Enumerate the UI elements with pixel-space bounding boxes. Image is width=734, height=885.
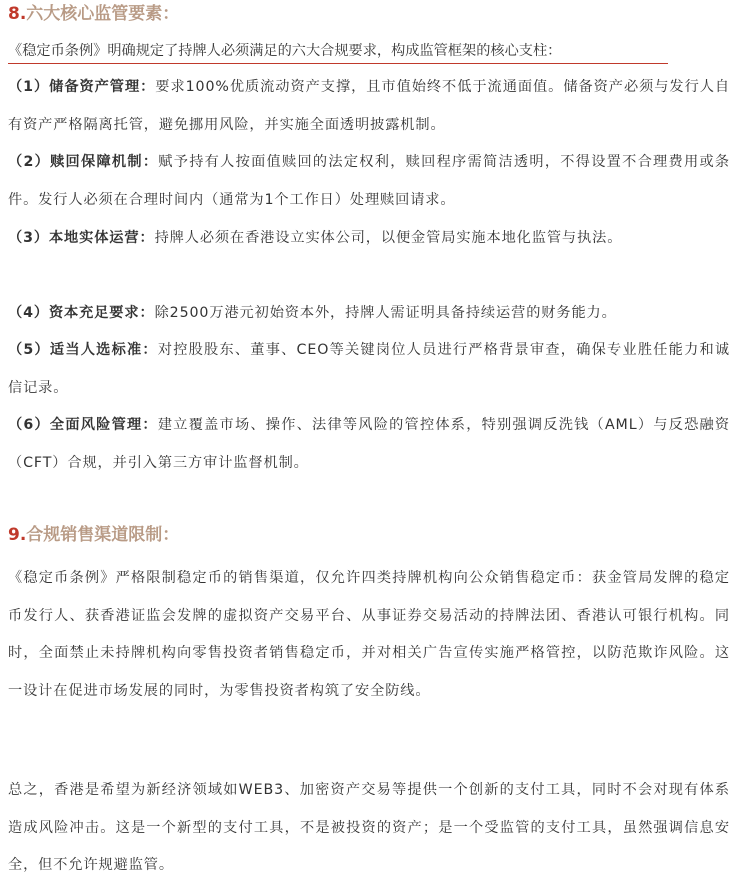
requirement-text: 赋予持有人按面值赎回的法定权利，赎回程序需简洁透明，不得设置不合理费用或条件。发行人必须在合理时间内（通常为1个工作日）处理赎回请求。: [8, 154, 730, 208]
conclusion-paragraph: 总之，香港是希望为新经济领域如WEB3、加密资产交易等提供一个创新的支付工具，同时不会对现有体系造成风险冲击。这是一个新型的支付工具，不是被投资的资产；是一个受监管的支付工具，虽然强调信息安全，但不允许规避监管。: [8, 782, 730, 873]
requirement-item-1: [8, 69, 730, 144]
section-9-heading: [8, 523, 179, 547]
requirement-item-4: [8, 295, 730, 333]
section-8-title: 六大核心监管要素：: [26, 4, 180, 24]
section-9-title: 合规销售渠道限制：: [26, 525, 180, 545]
requirement-item-5: [8, 332, 730, 407]
requirement-text: 要求100%优质流动资产支撑，且市值始终不低于流通面值。储备资产必须与发行人自有资产严格隔离托管，避免挪用风险，并实施全面透明披露机制。: [8, 79, 730, 133]
requirement-label: （2）赎回保障机制：: [8, 154, 159, 170]
requirement-label: （4）资本充足要求：: [8, 305, 155, 321]
requirement-label: （1）储备资产管理：: [8, 79, 156, 95]
section-8-intro: 《稳定币条例》明确规定了持牌人必须满足的六大合规要求，构成监管框架的核心支柱：: [8, 43, 562, 59]
requirement-item-2: [8, 144, 730, 219]
requirement-label: （6）全面风险管理：: [8, 417, 158, 433]
section-9-paragraph: 《稳定币条例》严格限制稳定币的销售渠道，仅允许四类持牌机构向公众销售稳定币：获金管局发牌的稳定币发行人、获香港证监会发牌的虚拟资产交易平台、从事证券交易活动的持牌法团、香港认可银行机构。同时，全面禁止未持牌机构向零售投资者销售稳定币，并对相关广告宣传实施严格管控，以防范欺诈风险。这一设计在促进市场发展的同时，为零售投资者构筑了安全防线。: [8, 570, 730, 699]
requirement-item-3: [8, 220, 730, 258]
requirement-text: 对控股股东、董事、CEO等关键岗位人员进行严格背景审查，确保专业胜任能力和诚信记录。: [8, 342, 730, 396]
section-9-number: 9.: [8, 525, 27, 545]
intro-underline: [8, 63, 668, 64]
requirement-item-6: [8, 407, 730, 482]
requirement-label: （5）适当人选标准：: [8, 342, 158, 358]
requirement-text: 除2500万港元初始资本外，持牌人需证明具备持续运营的财务能力。: [154, 305, 617, 321]
requirement-text: 建立覆盖市场、操作、法律等风险的管控体系，特别强调反洗钱（AML）与反恐融资（CFT）合规，并引入第三方审计监督机制。: [8, 417, 730, 471]
requirement-text: 持牌人必须在香港设立实体公司，以便金管局实施本地化监管与执法。: [154, 230, 623, 246]
section-8-heading: [8, 2, 179, 26]
requirement-label: （3）本地实体运营：: [8, 230, 155, 246]
section-8-number: 8.: [8, 4, 27, 24]
